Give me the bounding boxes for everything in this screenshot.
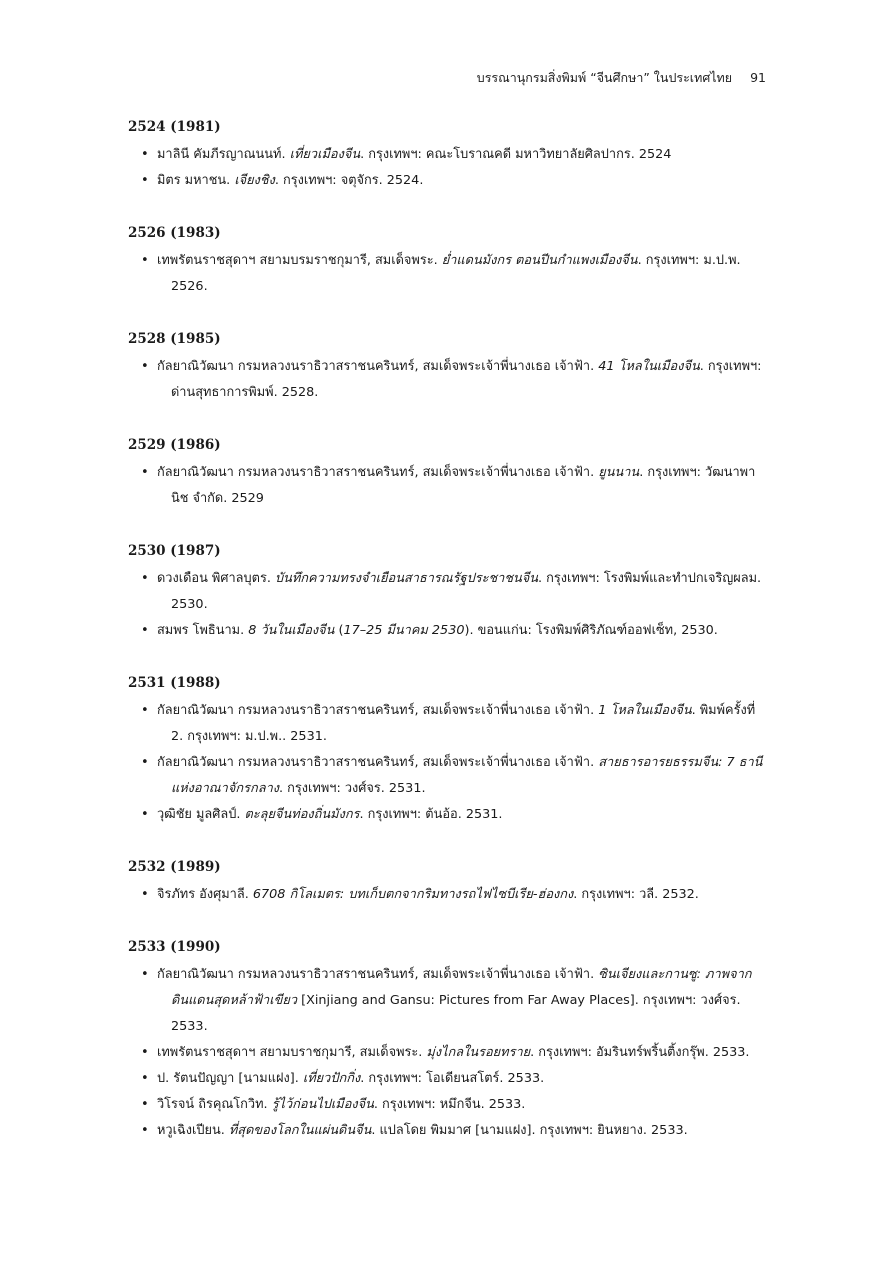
entry-title: ที่สุดของโลกในแผ่นดินจีน	[228, 1123, 372, 1138]
entry-text: วุฒิชัย มูลศิลป์.	[157, 807, 245, 822]
year-section	[128, 541, 768, 644]
year-section	[128, 223, 768, 300]
year-section	[128, 673, 768, 828]
bullet-icon: •	[141, 623, 149, 638]
bullet-icon: •	[141, 173, 149, 188]
bibliography-entry	[128, 882, 768, 908]
entry-title: ตะลุยจีนท่องถิ่นมังกร	[244, 807, 360, 822]
bullet-icon: •	[141, 1071, 149, 1086]
entry-text: กัลยาณิวัฒนา กรมหลวงนราธิวาสราชนครินทร์, สมเด็จพระเจ้าพี่นางเธอ เจ้าฟ้า.	[157, 755, 599, 770]
entry-text: มิตร มหาชน.	[157, 173, 235, 188]
bullet-icon: •	[141, 887, 149, 902]
entry-list	[128, 962, 768, 1144]
bullet-icon: •	[141, 1045, 149, 1060]
entry-text: . กรุงเทพฯ: วงศ์จร. 2531.	[279, 781, 426, 796]
year-section	[128, 937, 768, 1144]
year-heading: 2526 (1983)	[128, 225, 221, 241]
entry-list	[128, 698, 768, 828]
entry-title: 41 โหลในเมืองจีน	[598, 359, 700, 374]
entry-text: . กรุงเทพฯ: ม.ป.พ. 2526.	[171, 253, 741, 294]
entry-title: เที่ยวปักกิ่ง	[302, 1071, 361, 1086]
bullet-icon: •	[141, 1097, 149, 1112]
entry-text: . กรุงเทพฯ: คณะโบราณคดี มหาวิทยาลัยศิลปากร. 2524	[360, 147, 672, 162]
entry-text: เทพรัตนราชสุดาฯ สยามบราชกุมารี, สมเด็จพระ.	[157, 1045, 427, 1060]
entry-text: ป. รัตนปัญญา [นามแฝง].	[157, 1071, 303, 1086]
bibliography-entry	[128, 142, 768, 168]
entry-text: จิรภัทร อังศุมาลี.	[157, 887, 253, 902]
entry-text: ดวงเดือน พิศาลบุตร.	[157, 571, 275, 586]
year-heading: 2528 (1985)	[128, 331, 221, 347]
bibliography-entry	[128, 168, 768, 194]
entry-title: บันทึกความทรงจำเยือนสาธารณรัฐประชาชนจีน	[274, 571, 539, 586]
year-heading: 2529 (1986)	[128, 437, 221, 453]
bullet-icon: •	[141, 967, 149, 982]
entry-title: 1 โหลในเมืองจีน	[598, 703, 692, 718]
entry-text: . กรุงเทพฯ: วลี. 2532.	[573, 887, 699, 902]
bullet-icon: •	[141, 253, 149, 268]
bullet-icon: •	[141, 359, 149, 374]
entry-text: กัลยาณิวัฒนา กรมหลวงนราธิวาสราชนครินทร์, สมเด็จพระเจ้าพี่นางเธอ เจ้าฟ้า.	[157, 967, 599, 982]
entry-title: 17–25 มีนาคม 2530	[343, 623, 465, 638]
bullet-icon: •	[141, 571, 149, 586]
bullet-icon: •	[141, 755, 149, 770]
entry-list	[128, 882, 768, 908]
entry-title: ยูนนาน	[598, 465, 640, 480]
entry-title: มุ่งไกลในรอยทราย	[426, 1045, 531, 1060]
entry-title: รู้ไว้ก่อนไปเมืองจีน	[271, 1097, 374, 1112]
year-section	[128, 435, 768, 512]
entry-title: 6708 กิโลเมตร: บทเก็บตกจากริมทางรถไฟไซบีเรีย-ฮ่องกง	[252, 887, 574, 902]
bibliography-entry	[128, 354, 768, 406]
entry-text: กัลยาณิวัฒนา กรมหลวงนราธิวาสราชนครินทร์, สมเด็จพระเจ้าพี่นางเธอ เจ้าฟ้า.	[157, 703, 599, 718]
entry-title: เจียงชิง	[234, 173, 275, 188]
bibliography-entry	[128, 750, 768, 802]
entry-text: (	[334, 623, 344, 638]
page-number: 91	[750, 70, 766, 85]
entry-text: กัลยาณิวัฒนา กรมหลวงนราธิวาสราชนครินทร์, สมเด็จพระเจ้าพี่นางเธอ เจ้าฟ้า.	[157, 359, 599, 374]
entry-text: . กรุงเทพฯ: ด่านสุทธาการพิมพ์. 2528.	[171, 359, 762, 400]
entry-text: . กรุงเทพฯ: โอเดียนสโตร์. 2533.	[360, 1071, 545, 1086]
bibliography-entry	[128, 1118, 768, 1144]
year-heading: 2533 (1990)	[128, 939, 221, 955]
entry-list	[128, 460, 768, 512]
bibliography-entry	[128, 1040, 768, 1066]
entry-text: หวูเฉิงเปียน.	[157, 1123, 229, 1138]
entry-text: ). ขอนแก่น: โรงพิมพ์ศิริภัณฑ์ออฟเซ็ท, 2530.	[464, 623, 718, 638]
bullet-icon: •	[141, 703, 149, 718]
bibliography-entry	[128, 566, 768, 618]
entry-text: . แปลโดย พิมมาศ [นามแฝง]. กรุงเทพฯ: ยินหยาง. 2533.	[371, 1123, 688, 1138]
bibliography-entry	[128, 460, 768, 512]
entry-title: ซินเจียงและกานซู: ภาพจากดินแดนสุดหล้าฟ้าเขียว	[171, 967, 752, 1008]
entry-text: [Xinjiang and Gansu: Pictures from Far Away Places]. กรุงเทพฯ: วงศ์จร. 2533.	[171, 993, 741, 1034]
bullet-icon: •	[141, 807, 149, 822]
entry-text: . กรุงเทพฯ: หมึกจีน. 2533.	[373, 1097, 526, 1112]
entry-title: สายธารอารยธรรมจีน: 7 ธานีแห่งอาณาจักรกลาง	[171, 755, 763, 796]
entry-text: . พิมพ์ครั้งที่ 2. กรุงเทพฯ: ม.ป.พ.. 2531.	[171, 703, 756, 744]
entry-text: . กรุงเทพฯ: อัมรินทร์พริ้นติ้งกรุ๊พ. 2533.	[530, 1045, 750, 1060]
entry-text: วิโรจน์ ถิรคุณโกวิท.	[157, 1097, 272, 1112]
bibliography-entry	[128, 962, 768, 1040]
entry-list	[128, 354, 768, 406]
running-header	[477, 68, 766, 88]
entry-title: เที่ยวเมืองจีน	[289, 147, 361, 162]
year-section	[128, 117, 768, 194]
bibliography-entry	[128, 248, 768, 300]
year-heading: 2530 (1987)	[128, 543, 221, 559]
year-section	[128, 857, 768, 908]
entry-text: . กรุงเทพฯ: วัฒนาพานิช จำกัด. 2529	[171, 465, 756, 506]
running-title: บรรณานุกรมสิ่งพิมพ์ “จีนศึกษา” ในประเทศไทย	[476, 70, 733, 85]
bullet-icon: •	[141, 465, 149, 480]
year-heading: 2531 (1988)	[128, 675, 221, 691]
bibliography-entry	[128, 1066, 768, 1092]
year-heading: 2532 (1989)	[128, 859, 221, 875]
entry-list	[128, 248, 768, 300]
bibliography-entry	[128, 1092, 768, 1118]
bullet-icon: •	[141, 1123, 149, 1138]
entry-title: ย่ำแดนมังกร ตอนปีนกำแพงเมืองจีน	[441, 253, 638, 268]
bibliography-entry	[128, 802, 768, 828]
entry-list	[128, 142, 768, 194]
entry-text: กัลยาณิวัฒนา กรมหลวงนราธิวาสราชนครินทร์, สมเด็จพระเจ้าพี่นางเธอ เจ้าฟ้า.	[157, 465, 599, 480]
entry-list	[128, 566, 768, 644]
entry-title: 8 วันในเมืองจีน	[248, 623, 335, 638]
year-heading: 2524 (1981)	[128, 119, 221, 135]
bibliography-entry	[128, 618, 768, 644]
entry-text: สมพร โพธินาม.	[157, 623, 249, 638]
year-section	[128, 329, 768, 406]
entry-text: . กรุงเทพฯ: ต้นอ้อ. 2531.	[359, 807, 503, 822]
entry-text: มาลินี คัมภีรญาณนนท์.	[157, 147, 290, 162]
entry-text: . กรุงเทพฯ: โรงพิมพ์และทำปกเจริญผลม. 2530.	[171, 571, 762, 612]
bibliography-entry	[128, 698, 768, 750]
entry-text: เทพรัตนราชสุดาฯ สยามบรมราชกุมารี, สมเด็จพระ.	[157, 253, 442, 268]
bibliography-content	[128, 117, 768, 1173]
entry-text: . กรุงเทพฯ: จตุจักร. 2524.	[274, 173, 424, 188]
bullet-icon: •	[141, 147, 149, 162]
